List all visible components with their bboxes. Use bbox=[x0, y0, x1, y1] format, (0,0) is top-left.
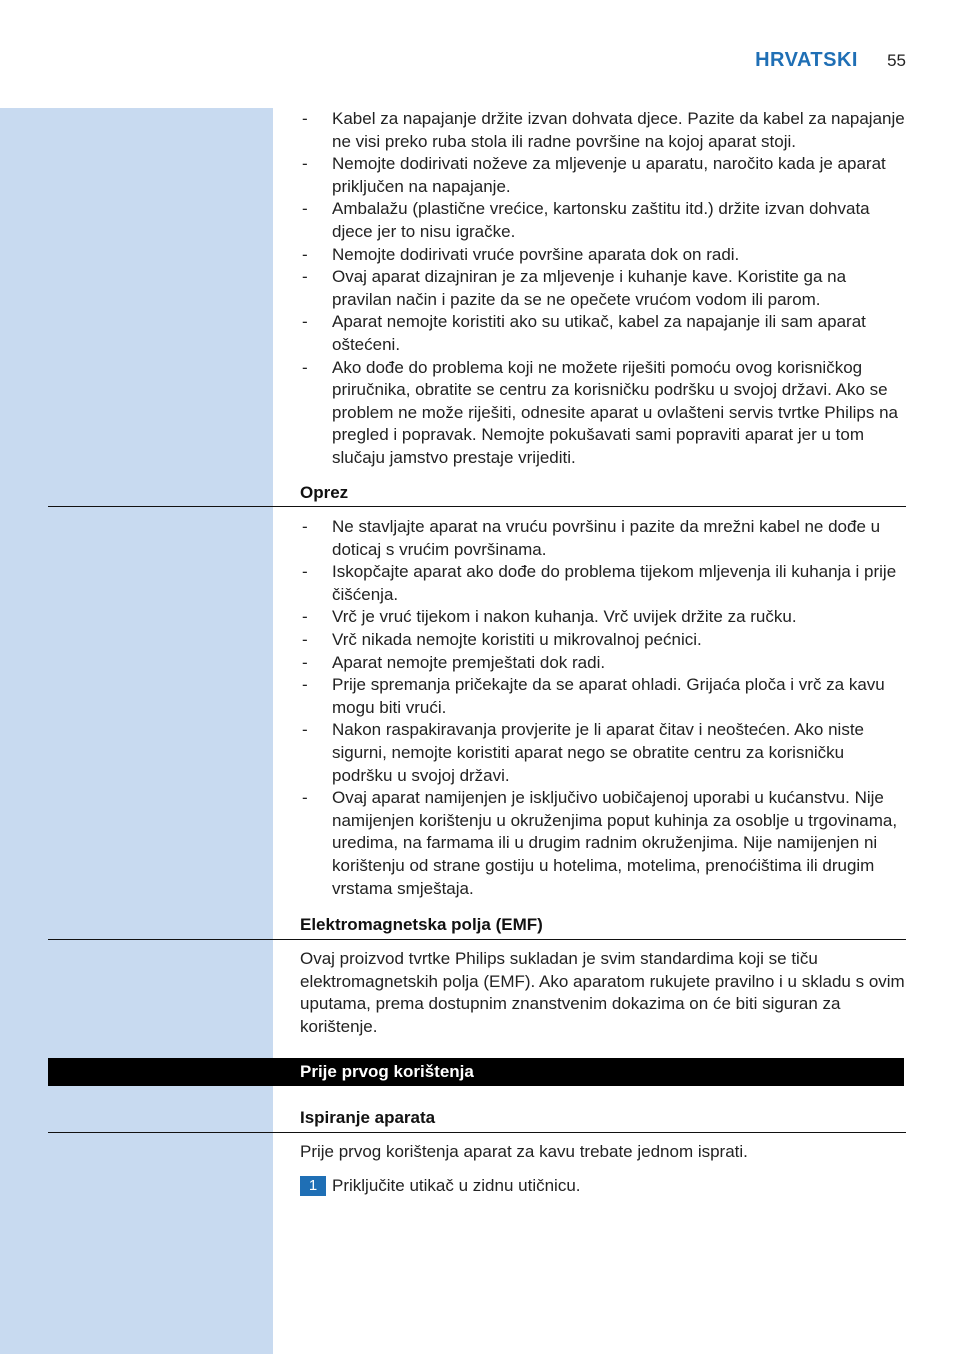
step-number-badge: 1 bbox=[300, 1176, 326, 1196]
caution-list-block bbox=[300, 516, 908, 900]
left-margin-panel bbox=[0, 108, 273, 1354]
list-item: - Aparat nemojte premještati dok radi. bbox=[300, 652, 908, 675]
language-label: HRVATSKI bbox=[755, 49, 858, 71]
step-text: Priključite utikač u zidnu utičnicu. bbox=[332, 1176, 581, 1195]
list-item: - Prije spremanja pričekajte da se aparat ohladi. Grijaća ploča i vrč za kavu mogu biti vrući. bbox=[300, 674, 908, 719]
warning-list-block bbox=[300, 108, 908, 470]
emf-heading: Elektromagnetska polja (EMF) bbox=[300, 915, 543, 934]
page-number: 55 bbox=[887, 51, 906, 70]
list-item: - Aparat nemojte koristiti ako su utikač, kabel za napajanje ili sam aparat oštećeni. bbox=[300, 311, 908, 356]
section-header-bar bbox=[48, 1058, 904, 1086]
caution-list bbox=[300, 516, 908, 900]
rinse-paragraph: Prije prvog korištenja aparat za kavu trebate jednom isprati. bbox=[300, 1142, 748, 1161]
list-item: - Vrč nikada nemojte koristiti u mikrovalnoj pećnici. bbox=[300, 629, 908, 652]
list-item: - Kabel za napajanje držite izvan dohvata djece. Pazite da kabel za napajanje ne visi preko ruba stola ili radne površine na kojoj aparat stoji. bbox=[300, 108, 908, 153]
rinse-heading: Ispiranje aparata bbox=[300, 1108, 436, 1127]
list-item: - Nemojte dodirivati noževe za mljevenje u aparatu, naročito kada je aparat priključen na napajanje. bbox=[300, 153, 908, 198]
emf-paragraph: Ovaj proizvod tvrtke Philips sukladan je svim standardima koji se tiču elektromagnetskih polja (EMF). Ako aparatom rukujete pravilno i u skladu s ovim uputama, prema dostupnim znanstvenim dokazima on će biti siguran za korištenje. bbox=[300, 949, 905, 1036]
list-item: - Nakon raspakiravanja provjerite je li aparat čitav i neoštećen. Ako niste sigurni, nemojte koristiti aparat nego se obratite centru za korisničku podršku u svojoj državi. bbox=[300, 719, 908, 787]
list-item: - Ambalažu (plastične vrećice, kartonsku zaštitu itd.) držite izvan dohvata djece jer to nisu igračke. bbox=[300, 198, 908, 243]
step-item bbox=[300, 1176, 581, 1196]
emf-divider bbox=[48, 939, 906, 940]
list-item: - Ovaj aparat namijenjen je isključivo uobičajenoj uporabi u kućanstvu. Nije namijenjen korištenju u okruženjima poput kuhinja za osoblje u trgovinama, uredima, na farmama ili u drugim radnim okruženjima. Nije namijenjen ni korištenju od strane gostiju u hotelima, motelima, prenoćištima ili drugim vrstama smještaja. bbox=[300, 787, 908, 900]
rinse-divider bbox=[48, 1132, 906, 1133]
section-title: Prije prvog korištenja bbox=[300, 1062, 474, 1081]
warning-list bbox=[300, 108, 908, 470]
list-item: - Iskopčajte aparat ako dođe do problema tijekom mljevenja ili kuhanja i prije čišćenja. bbox=[300, 561, 908, 606]
list-item: - Nemojte dodirivati vruće površine aparata dok on radi. bbox=[300, 244, 908, 267]
list-item: - Vrč je vruć tijekom i nakon kuhanja. Vrč uvijek držite za ručku. bbox=[300, 606, 908, 629]
list-item: - Ako dođe do problema koji ne možete riješiti pomoću ovog korisničkog priručnika, obratite se centru za korisničku podršku u svojoj državi. Ako se problem ne može riješiti, odnesite aparat u ovlašteni servis tvrtke Philips na pregled i popravak. Nemojte pokušavati sami popraviti aparat jer u tom slučaju jamstvo prestaje vrijediti. bbox=[300, 357, 908, 470]
list-item: - Ovaj aparat dizajniran je za mljevenje i kuhanje kave. Koristite ga na pravilan način i pazite da se ne opečete vrućom vodom ili parom. bbox=[300, 266, 908, 311]
caution-heading: Oprez bbox=[300, 483, 349, 502]
list-item: - Ne stavljajte aparat na vruću površinu i pazite da mrežni kabel ne dođe u doticaj s vrućim površinama. bbox=[300, 516, 908, 561]
caution-divider bbox=[48, 506, 906, 507]
